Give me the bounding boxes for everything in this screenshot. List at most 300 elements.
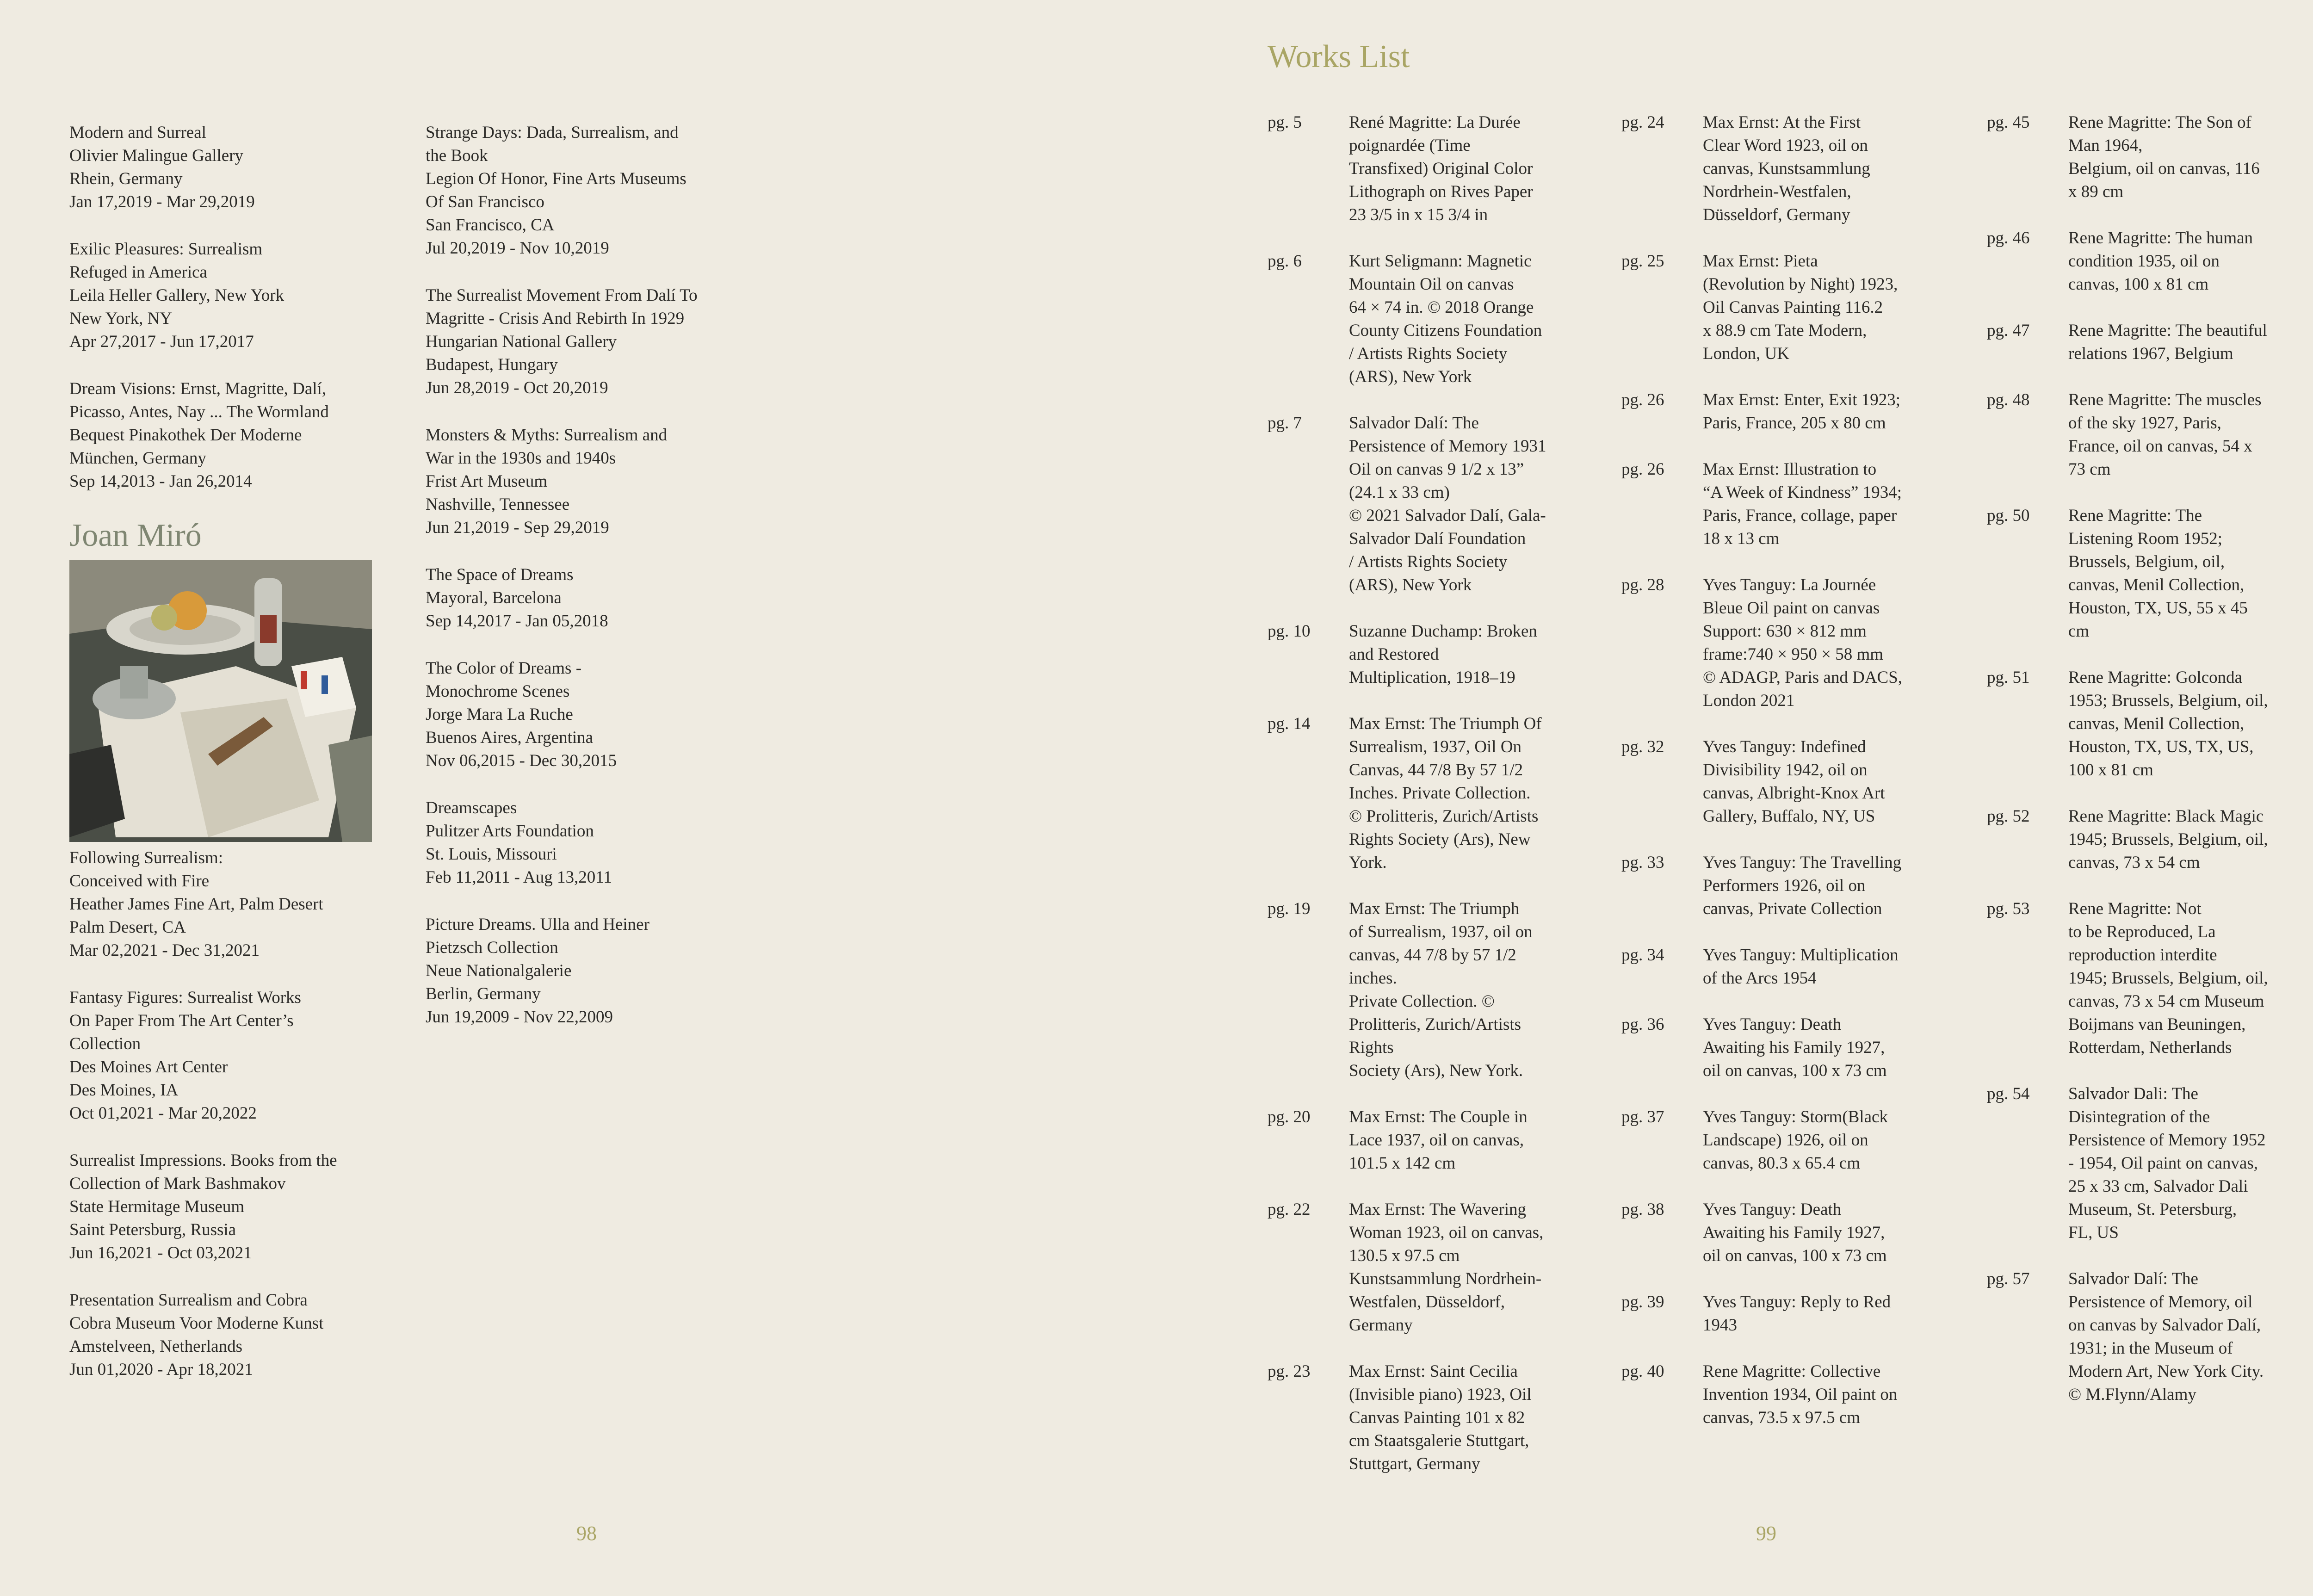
work-description-line: Houston, TX, US, TX, US,	[2068, 737, 2254, 756]
works-list-item	[1268, 250, 1601, 389]
exhibition-entry	[426, 284, 749, 400]
exhibition-line: Exilic Pleasures: Surrealism	[69, 240, 263, 259]
exhibition-line: Cobra Museum Voor Moderne Kunst	[69, 1314, 324, 1333]
exhibition-line: The Space of Dreams	[426, 565, 574, 584]
page-reference: pg. 45	[1987, 113, 2030, 132]
work-description-line: 100 x 81 cm	[2068, 761, 2153, 779]
work-description-line: canvas, Private Collection	[1703, 899, 1882, 918]
works-list-item	[1268, 1106, 1601, 1175]
works-list-item	[1621, 574, 1954, 712]
works-list-item	[1621, 250, 1954, 365]
work-description-line: Paris, France, collage, paper	[1703, 506, 1897, 525]
page-reference: pg. 40	[1621, 1362, 1664, 1381]
work-description-line: Rene Magritte: Not	[2068, 899, 2202, 918]
work-description-line: France, oil on canvas, 54 x	[2068, 437, 2252, 456]
work-description-line: Persistence of Memory 1931	[1349, 437, 1546, 456]
works-list-item	[1987, 111, 2311, 204]
works-list-item	[1987, 389, 2311, 481]
exhibition-entry	[69, 847, 384, 962]
exhibition-line: Nov 06,2015 - Dec 30,2015	[426, 751, 617, 770]
work-description-line: Lace 1937, oil on canvas,	[1349, 1131, 1524, 1150]
work-description-line: cm	[2068, 622, 2090, 641]
page-number-right: 99	[1756, 1522, 1776, 1545]
page-reference: pg. 38	[1621, 1200, 1664, 1219]
exhibition-list	[426, 121, 749, 1029]
exhibition-line: Jun 28,2019 - Oct 20,2019	[426, 378, 608, 397]
work-description-line: Max Ernst: The Wavering	[1349, 1200, 1527, 1219]
exhibition-line: München, Germany	[69, 449, 206, 468]
work-description-line: Canvas Painting 101 x 82	[1349, 1408, 1525, 1427]
exhibition-line: Heather James Fine Art, Palm Desert	[69, 895, 323, 914]
exhibition-line: Monsters & Myths: Surrealism and	[426, 426, 668, 445]
exhibition-line: Mar 02,2021 - Dec 31,2021	[69, 941, 260, 960]
exhibition-line: Picture Dreams. Ulla and Heiner	[426, 915, 649, 934]
exhibition-entry	[69, 377, 384, 493]
work-description-line: 1945; Brussels, Belgium, oil,	[2068, 830, 2268, 849]
page-reference: pg. 33	[1621, 853, 1664, 872]
works-column-3	[1987, 111, 2311, 1429]
work-description-line: Nordrhein-Westfalen,	[1703, 182, 1851, 201]
work-description-line: Rene Magritte: Black Magic	[2068, 807, 2264, 826]
works-list-item	[1268, 620, 1601, 689]
works-list-item	[1987, 666, 2311, 782]
work-description-line: Rene Magritte: The muscles	[2068, 390, 2262, 409]
work-description-line: canvas, Albright-Knox Art	[1703, 784, 1885, 803]
page-reference: pg. 32	[1621, 737, 1664, 756]
work-description-line: Max Ernst: Saint Cecilia	[1349, 1362, 1518, 1381]
work-description-line: (ARS), New York	[1349, 575, 1472, 594]
exhibition-line: Modern and Surreal	[69, 123, 206, 142]
works-column-1	[1268, 111, 1601, 1499]
work-description-line: Persistence of Memory, oil	[2068, 1293, 2253, 1311]
work-description-line: canvas, 100 x 81 cm	[2068, 275, 2209, 294]
page-reference: pg. 19	[1268, 899, 1311, 918]
work-description-line: Mountain Oil on canvas	[1349, 275, 1514, 294]
works-list-item	[1987, 897, 2311, 1059]
work-description-line: Kurt Seligmann: Magnetic	[1349, 252, 1532, 271]
exhibition-line: New York, NY	[69, 309, 173, 328]
page-reference: pg. 37	[1621, 1107, 1664, 1126]
exhibition-line: On Paper From The Art Center’s	[69, 1011, 294, 1030]
page-reference: pg. 57	[1987, 1269, 2030, 1288]
works-list-item	[1621, 389, 1954, 435]
page-reference: pg. 54	[1987, 1084, 2030, 1103]
page-reference: pg. 47	[1987, 321, 2030, 340]
work-description-line: Max Ernst: The Triumph Of	[1349, 714, 1542, 733]
exhibition-entry	[426, 913, 749, 1029]
work-description-line: Lithograph on Rives Paper	[1349, 182, 1533, 201]
exhibition-line: Nashville, Tennessee	[426, 495, 570, 514]
page-reference: pg. 53	[1987, 899, 2030, 918]
work-description-line: Boijmans van Beuningen,	[2068, 1015, 2246, 1034]
work-description-line: County Citizens Foundation	[1349, 321, 1542, 340]
work-description-line: Society (Ars), New York.	[1349, 1061, 1523, 1080]
page-reference: pg. 23	[1268, 1362, 1311, 1381]
work-description-line: Yves Tanguy: Death	[1703, 1200, 1842, 1219]
work-description-line: 130.5 x 97.5 cm	[1349, 1246, 1460, 1265]
works-list-item	[1621, 851, 1954, 921]
work-description-line: Rene Magritte: The	[2068, 506, 2202, 525]
exhibition-entry	[69, 1149, 384, 1265]
exhibition-list	[69, 847, 384, 1381]
works-list-item	[1621, 736, 1954, 828]
exhibition-line: Following Surrealism:	[69, 848, 223, 867]
work-description-line: Rene Magritte: Collective	[1703, 1362, 1881, 1381]
exhibition-line: Jun 21,2019 - Sep 29,2019	[426, 518, 609, 537]
works-list-item	[1268, 712, 1601, 874]
work-description-line: Rotterdam, Netherlands	[2068, 1038, 2232, 1057]
exhibition-line: Dreamscapes	[426, 798, 517, 817]
work-description-line: canvas, Kunstsammlung	[1703, 159, 1870, 178]
page-reference: pg. 7	[1268, 414, 1302, 433]
exhibition-line: Oct 01,2021 - Mar 20,2022	[69, 1104, 257, 1123]
work-description-line: of the Arcs 1954	[1703, 969, 1817, 988]
work-description-line: of Surrealism, 1937, oil on	[1349, 922, 1533, 941]
exhibition-line: Monochrome Scenes	[426, 682, 570, 701]
work-description-line: Max Ernst: Illustration to	[1703, 460, 1877, 479]
work-description-line: Awaiting his Family 1927,	[1703, 1038, 1885, 1057]
work-description-line: (24.1 x 33 cm)	[1349, 483, 1450, 502]
work-description-line: Listening Room 1952;	[2068, 529, 2222, 548]
exhibition-line: Fantasy Figures: Surrealist Works	[69, 988, 301, 1007]
work-description-line: x 89 cm	[2068, 182, 2124, 201]
exhibition-line: Jun 19,2009 - Nov 22,2009	[426, 1008, 613, 1027]
work-description-line: Disintegration of the	[2068, 1107, 2210, 1126]
work-description-line: Salvador Dalí Foundation	[1349, 529, 1526, 548]
work-description-line: © Prolitteris, Zurich/Artists	[1349, 807, 1539, 826]
work-description-line: York.	[1349, 853, 1387, 872]
work-description-line: 73 cm	[2068, 460, 2111, 479]
exhibition-line: Surrealist Impressions. Books from the	[69, 1151, 337, 1170]
exhibition-line: the Book	[426, 146, 488, 165]
works-list-item	[1621, 458, 1954, 551]
works-list-item	[1987, 805, 2311, 874]
work-description-line: Yves Tanguy: La Journée	[1703, 575, 1876, 594]
work-description-line: 25 x 33 cm, Salvador Dali	[2068, 1177, 2248, 1196]
exhibition-line: Collection	[69, 1034, 141, 1053]
work-description-line: Rene Magritte: Golconda	[2068, 668, 2243, 687]
work-description-line: 1931; in the Museum of	[2068, 1339, 2233, 1358]
work-description-line: oil on canvas, 100 x 73 cm	[1703, 1061, 1887, 1080]
work-description-line: Oil on canvas 9 1/2 x 13”	[1349, 460, 1524, 479]
work-description-line: FL, US	[2068, 1223, 2119, 1242]
works-list-item	[1268, 412, 1601, 597]
work-description-line: Salvador Dalí: The	[2068, 1269, 2198, 1288]
artist-heading: Joan Miró	[69, 518, 202, 553]
work-description-line: Transfixed) Original Color	[1349, 159, 1533, 178]
exhibition-entry	[426, 797, 749, 889]
work-description-line: Private Collection. ©	[1349, 992, 1495, 1011]
works-list-item	[1987, 504, 2311, 643]
work-description-line: 64 × 74 in. © 2018 Orange	[1349, 298, 1534, 317]
work-description-line: 1953; Brussels, Belgium, oil,	[2068, 691, 2268, 710]
exhibition-entry	[69, 238, 384, 353]
work-description-line: Clear Word 1923, oil on	[1703, 136, 1868, 155]
work-description-line: Yves Tanguy: Storm(Black	[1703, 1107, 1888, 1126]
works-list-item	[1621, 1013, 1954, 1083]
work-description-line: oil on canvas, 100 x 73 cm	[1703, 1246, 1887, 1265]
work-description-line: London 2021	[1703, 691, 1795, 710]
work-description-line: Houston, TX, US, 55 x 45	[2068, 599, 2248, 618]
work-description-line: Yves Tanguy: Multiplication	[1703, 946, 1899, 965]
work-description-line: condition 1935, oil on	[2068, 252, 2220, 271]
work-description-line: reproduction interdite	[2068, 946, 2217, 965]
work-description-line: Modern Art, New York City.	[2068, 1362, 2264, 1381]
exhibition-entry	[426, 121, 749, 260]
work-description-line: 18 x 13 cm	[1703, 529, 1780, 548]
exhibition-line: Bequest Pinakothek Der Moderne	[69, 426, 302, 445]
work-description-line: Max Ernst: Enter, Exit 1923;	[1703, 390, 1901, 409]
page-reference: pg. 24	[1621, 113, 1664, 132]
work-description-line: - 1954, Oil paint on canvas,	[2068, 1154, 2258, 1173]
exhibition-line: Neue Nationalgalerie	[426, 961, 572, 980]
work-description-line: Awaiting his Family 1927,	[1703, 1223, 1885, 1242]
page-reference: pg. 36	[1621, 1015, 1664, 1034]
exhibition-line: War in the 1930s and 1940s	[426, 449, 616, 468]
exhibition-line: Rhein, Germany	[69, 169, 183, 188]
work-description-line: canvas, Menil Collection,	[2068, 575, 2245, 594]
work-description-line: Man 1964,	[2068, 136, 2143, 155]
work-description-line: Paris, France, 205 x 80 cm	[1703, 414, 1886, 433]
right-page	[1180, 0, 2313, 1596]
exhibitions-column-1	[69, 121, 384, 1405]
exhibition-line: Pulitzer Arts Foundation	[426, 822, 594, 841]
exhibition-line: Dream Visions: Ernst, Magritte, Dalí,	[69, 379, 327, 398]
work-description-line: Belgium, oil on canvas, 116	[2068, 159, 2260, 178]
work-description-line: / Artists Rights Society	[1349, 344, 1508, 363]
exhibition-line: Hungarian National Gallery	[426, 332, 617, 351]
works-list-item	[1268, 1360, 1601, 1476]
work-description-line: 101.5 x 142 cm	[1349, 1154, 1456, 1173]
work-description-line: Canvas, 44 7/8 By 57 1/2	[1349, 761, 1523, 779]
work-description-line: to be Reproduced, La	[2068, 922, 2216, 941]
exhibition-line: State Hermitage Museum	[69, 1197, 245, 1216]
work-description-line: canvas, 73 x 54 cm	[2068, 853, 2200, 872]
exhibition-line: Budapest, Hungary	[426, 355, 558, 374]
exhibition-line: Of San Francisco	[426, 192, 544, 211]
page-reference: pg. 10	[1268, 622, 1311, 641]
work-description-line: Divisibility 1942, oil on	[1703, 761, 1868, 779]
page-reference: pg. 6	[1268, 252, 1302, 271]
work-description-line: / Artists Rights Society	[1349, 552, 1508, 571]
exhibition-list	[69, 121, 384, 493]
work-description-line: © ADAGP, Paris and DACS,	[1703, 668, 1903, 687]
work-description-line: Woman 1923, oil on canvas,	[1349, 1223, 1544, 1242]
exhibition-line: Apr 27,2017 - Jun 17,2017	[69, 332, 254, 351]
exhibition-line: Strange Days: Dada, Surrealism, and	[426, 123, 679, 142]
work-description-line: (Revolution by Night) 1923,	[1703, 275, 1898, 294]
work-description-line: Salvador Dalí: The	[1349, 414, 1479, 433]
exhibition-line: Jun 16,2021 - Oct 03,2021	[69, 1243, 252, 1262]
work-description-line: Rene Magritte: The Son of	[2068, 113, 2251, 132]
work-description-line: Stuttgart, Germany	[1349, 1454, 1480, 1473]
work-description-line: “A Week of Kindness” 1934;	[1703, 483, 1902, 502]
exhibition-line: Sep 14,2017 - Jan 05,2018	[426, 612, 608, 631]
page-reference: pg. 39	[1621, 1293, 1664, 1311]
work-description-line: Persistence of Memory 1952	[2068, 1131, 2266, 1150]
exhibition-line: Berlin, Germany	[426, 984, 541, 1003]
exhibition-line: Des Moines Art Center	[69, 1058, 228, 1076]
work-description-line: Prolitteris, Zurich/Artists	[1349, 1015, 1521, 1034]
works-list-item	[1268, 111, 1601, 227]
work-description-line: Max Ernst: The Triumph	[1349, 899, 1520, 918]
page-reference: pg. 48	[1987, 390, 2030, 409]
work-description-line: (ARS), New York	[1349, 367, 1472, 386]
exhibition-line: Feb 11,2011 - Aug 13,2011	[426, 868, 612, 887]
work-description-line: Max Ernst: The Couple in	[1349, 1107, 1528, 1126]
works-list-item	[1987, 319, 2311, 365]
exhibition-line: Jan 17,2019 - Mar 29,2019	[69, 192, 255, 211]
works-list-title: Works List	[1268, 39, 1410, 74]
page-reference: pg. 34	[1621, 946, 1664, 965]
work-description-line: Landscape) 1926, oil on	[1703, 1131, 1868, 1150]
exhibition-line: Magritte - Crisis And Rebirth In 1929	[426, 309, 685, 328]
work-description-line: inches.	[1349, 969, 1397, 988]
work-description-line: Performers 1926, oil on	[1703, 876, 1866, 895]
work-description-line: Kunstsammlung Nordrhein-	[1349, 1269, 1542, 1288]
page-reference: pg. 5	[1268, 113, 1302, 132]
joan-miro-artwork-image	[69, 560, 372, 842]
exhibition-line: Pietzsch Collection	[426, 938, 558, 957]
exhibition-entry	[69, 121, 384, 214]
exhibition-line: Palm Desert, CA	[69, 918, 186, 937]
works-list-item	[1268, 897, 1601, 1083]
work-description-line: Brussels, Belgium, oil,	[2068, 552, 2225, 571]
exhibition-line: Buenos Aires, Argentina	[426, 728, 594, 747]
exhibition-line: Frist Art Museum	[426, 472, 548, 491]
exhibition-line: San Francisco, CA	[426, 216, 555, 235]
exhibition-line: St. Louis, Missouri	[426, 845, 557, 864]
exhibition-line: Refuged in America	[69, 263, 207, 282]
exhibition-line: Jul 20,2019 - Nov 10,2019	[426, 239, 609, 258]
exhibition-line: Des Moines, IA	[69, 1081, 179, 1100]
work-description-line: Rene Magritte: The human	[2068, 229, 2253, 247]
page-reference: pg. 50	[1987, 506, 2030, 525]
work-description-line: (Invisible piano) 1923, Oil	[1349, 1385, 1532, 1404]
work-description-line: 1943	[1703, 1316, 1737, 1335]
work-description-line: © 2021 Salvador Dalí, Gala-	[1349, 506, 1546, 525]
works-list-item	[1621, 1106, 1954, 1175]
works-list-item	[1987, 1083, 2311, 1244]
work-description-line: cm Staatsgalerie Stuttgart,	[1349, 1431, 1529, 1450]
work-description-line: Düsseldorf, Germany	[1703, 205, 1850, 224]
works-list-item	[1621, 1291, 1954, 1337]
exhibition-line: Saint Petersburg, Russia	[69, 1220, 236, 1239]
exhibition-line: Amstelveen, Netherlands	[69, 1337, 242, 1356]
work-description-line: of the sky 1927, Paris,	[2068, 414, 2221, 433]
work-description-line: canvas, 80.3 x 65.4 cm	[1703, 1154, 1861, 1173]
work-description-line: and Restored	[1349, 645, 1439, 664]
work-description-line: René Magritte: La Durée	[1349, 113, 1521, 132]
exhibition-line: Olivier Malingue Gallery	[69, 146, 244, 165]
work-description-line: Max Ernst: At the First	[1703, 113, 1861, 132]
exhibition-line: Jorge Mara La Ruche	[426, 705, 573, 724]
work-description-line: Yves Tanguy: Death	[1703, 1015, 1842, 1034]
work-description-line: Surrealism, 1937, Oil On	[1349, 737, 1522, 756]
work-description-line: canvas, Menil Collection,	[2068, 714, 2245, 733]
works-list-item	[1621, 944, 1954, 990]
work-description-line: Gallery, Buffalo, NY, US	[1703, 807, 1875, 826]
page-reference: pg. 22	[1268, 1200, 1311, 1219]
work-description-line: Bleue Oil paint on canvas	[1703, 599, 1880, 618]
exhibition-line: Sep 14,2013 - Jan 26,2014	[69, 472, 252, 491]
page-reference: pg. 14	[1268, 714, 1311, 733]
work-description-line: Museum, St. Petersburg,	[2068, 1200, 2237, 1219]
work-description-line: Rene Magritte: The beautiful	[2068, 321, 2267, 340]
exhibition-line: Picasso, Antes, Nay ... The Wormland	[69, 402, 329, 421]
page-reference: pg. 52	[1987, 807, 2030, 826]
work-description-line: canvas, 73.5 x 97.5 cm	[1703, 1408, 1861, 1427]
work-description-line: Yves Tanguy: Indefined	[1703, 737, 1866, 756]
work-description-line: relations 1967, Belgium	[2068, 344, 2233, 363]
work-description-line: 1945; Brussels, Belgium, oil,	[2068, 969, 2268, 988]
page-reference: pg. 26	[1621, 390, 1664, 409]
work-description-line: Inches. Private Collection.	[1349, 784, 1531, 803]
work-description-line: frame:740 × 950 × 58 mm	[1703, 645, 1884, 664]
work-description-line: canvas, 73 x 54 cm Museum	[2068, 992, 2264, 1011]
works-list-item	[1268, 1198, 1601, 1337]
page-number-left: 98	[576, 1522, 597, 1545]
exhibition-line: Leila Heller Gallery, New York	[69, 286, 284, 305]
works-list-item	[1621, 1198, 1954, 1268]
works-list-item	[1987, 227, 2311, 296]
page-reference: pg. 28	[1621, 575, 1664, 594]
exhibition-line: Mayoral, Barcelona	[426, 588, 562, 607]
exhibition-entry	[426, 563, 749, 633]
exhibition-line: Collection of Mark Bashmakov	[69, 1174, 286, 1193]
page-reference: pg. 51	[1987, 668, 2030, 687]
exhibition-line: Legion Of Honor, Fine Arts Museums	[426, 169, 686, 188]
work-description-line: Rights	[1349, 1038, 1394, 1057]
work-description-line: Salvador Dali: The	[2068, 1084, 2198, 1103]
exhibition-entry	[426, 424, 749, 539]
exhibition-line: Conceived with Fire	[69, 872, 210, 891]
work-description-line: Rights Society (Ars), New	[1349, 830, 1531, 849]
exhibition-line: The Surrealist Movement From Dalí To	[426, 286, 698, 305]
exhibition-line: The Color of Dreams -	[426, 659, 582, 678]
work-description-line: Invention 1934, Oil paint on	[1703, 1385, 1898, 1404]
work-description-line: Westfalen, Düsseldorf,	[1349, 1293, 1505, 1311]
work-description-line: x 88.9 cm Tate Modern,	[1703, 321, 1867, 340]
work-description-line: Suzanne Duchamp: Broken	[1349, 622, 1537, 641]
page-reference: pg. 26	[1621, 460, 1664, 479]
works-list-item	[1987, 1268, 2311, 1406]
work-description-line: Max Ernst: Pieta	[1703, 252, 1818, 271]
works-list-item	[1621, 111, 1954, 227]
work-description-line: © M.Flynn/Alamy	[2068, 1385, 2196, 1404]
work-description-line: Support: 630 × 812 mm	[1703, 622, 1867, 641]
page-reference: pg. 20	[1268, 1107, 1311, 1126]
exhibition-line: Presentation Surrealism and Cobra	[69, 1291, 308, 1310]
work-description-line: Oil Canvas Painting 116.2	[1703, 298, 1883, 317]
works-list-item	[1621, 1360, 1954, 1429]
exhibition-entry	[69, 1289, 384, 1381]
work-description-line: 23 3/5 in x 15 3/4 in	[1349, 205, 1488, 224]
exhibition-entry	[426, 657, 749, 773]
work-description-line: Germany	[1349, 1316, 1413, 1335]
exhibitions-column-2	[426, 121, 749, 1053]
work-description-line: Yves Tanguy: Reply to Red	[1703, 1293, 1891, 1311]
exhibition-entry	[69, 986, 384, 1125]
work-description-line: poignardée (Time	[1349, 136, 1471, 155]
work-description-line: Multiplication, 1918–19	[1349, 668, 1515, 687]
exhibition-line: Jun 01,2020 - Apr 18,2021	[69, 1360, 253, 1379]
work-description-line: canvas, 44 7/8 by 57 1/2	[1349, 946, 1516, 965]
page-reference: pg. 25	[1621, 252, 1664, 271]
works-column-2	[1621, 111, 1954, 1453]
work-description-line: Yves Tanguy: The Travelling	[1703, 853, 1902, 872]
work-description-line: on canvas by Salvador Dalí,	[2068, 1316, 2261, 1335]
